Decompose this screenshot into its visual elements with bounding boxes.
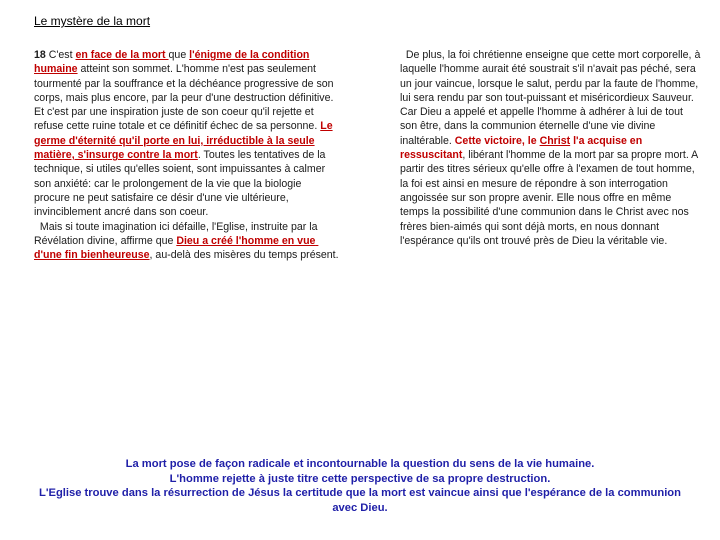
text-run: atteint son sommet. L'homme n'est pas seulement tourmenté par la souffrance et la déchéance progressive de son corps, mais plus encore, par la peur d'une destruction définitive. Et c'est par une inspiration juste de son coeur qu'il rejette et refuse cette ruine totale et ce définitif échec de sa personne. [34,63,334,133]
paragraph-18 [34,48,339,220]
text-run: C'est [45,49,76,61]
right-column [400,48,702,248]
text-run: que [168,49,190,61]
highlight-enigme: l'énigme de la condition humaine [34,49,310,76]
highlight-face-mort: en face de la mort [75,49,169,61]
text-run: De plus, la foi chrétienne enseigne que cette mort corporelle, à laquelle l'homme aurait été soustrait s'il n'avait pas péché, sera un jour vaincue, lorsque le salut, perdu par la faute de l'homme, lui sera rendu par son tout-puissant et miséricordieux Sauveur. Car Dieu a appelé et appelle l'homme à adhérer à lui de tout son être, dans la communion éternelle d'une vie divine inaltérable. [400,49,704,147]
text-run: . Toutes les tentatives de la technique, si utiles qu'elles soient, sont impuissantes à calmer son anxiété: car le prolongement de la vie que la biologie procure ne peut satisfaire ce désir d'une vie ultérieure, invinciblement ancré dans son coeur. [34,149,326,219]
summary-block [30,457,690,515]
text-run: , au-delà des misères du temps présent. [149,249,339,262]
summary-line: L'Eglise trouve dans la résurrection de Jésus la certitude que la mort est vaincue ainsi que l'espérance de la communion avec Dieu. [39,487,681,514]
paragraph-foi-chretienne [400,48,702,248]
highlight-dieu-a-cree: Dieu a créé l'homme en vue d'une fin bienheureuse [34,234,319,262]
text-run: Mais si toute imagination ici défaille, l'Eglise, instruite par la Révélation divine, affirme que [34,220,321,247]
left-column [34,48,339,262]
page-title: Le mystère de la mort [34,14,151,28]
paragraph-revelation [34,220,339,263]
highlight-ressuscitant: l'a acquise en ressuscitant [400,134,646,162]
highlight-germe-eternite: Le germe d'éternité qu'il porte en lui, irréductible à la seule matière, s'insurge contre la mort [34,120,333,162]
summary-line: La mort pose de façon radicale et incontournable la question du sens de la vie humaine. [125,458,595,470]
highlight-victoire: Cette victoire, le [454,134,540,147]
paragraph-number: 18 [34,49,46,61]
highlight-christ: Christ [539,134,571,147]
text-run: , libérant l'homme de la mort par sa propre mort. A partir des titres sérieux qu'elle offre à l'examen de tout homme, la foi est ainsi en mesure de répondre à son interrogation angoissée sur son propre avenir. Elle nous offre en même temps la possibilité d'une communion dans le Christ avec nos frères bien-aimés qui sont déjà morts, en nous donnant l'espérance qu'ils ont trouvé près de Dieu la véritable vie. [400,149,701,247]
summary-line: L'homme rejette à juste titre cette perspective de sa propre destruction. [169,472,551,485]
